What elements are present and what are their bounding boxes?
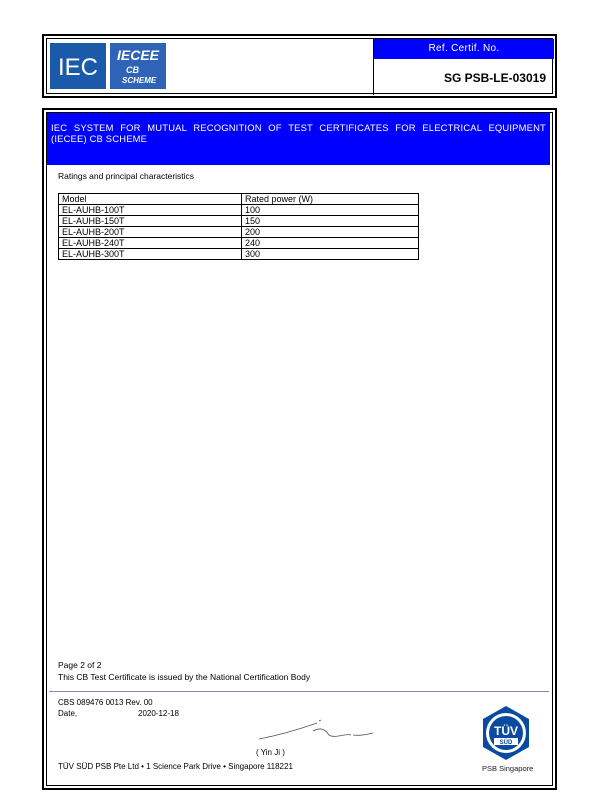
reference-certificate-box (373, 39, 554, 95)
power-cell: 240 (242, 238, 419, 249)
power-cell: 200 (242, 227, 419, 238)
signer-name: ( Yin Ji ) (256, 748, 285, 757)
table-row (59, 249, 419, 260)
scheme-logo-text: SCHEME (122, 76, 157, 85)
psb-singapore-label: PSB Singapore (482, 764, 534, 773)
ref-certif-label: Ref. Certif. No. (374, 39, 554, 59)
table-row (59, 227, 419, 238)
page-number: Page 2 of 2 (58, 660, 102, 670)
iecee-scheme-banner: IEC SYSTEM FOR MUTUAL RECOGNITION OF TEST CERTIFICATES FOR ELECTRICAL EQUIPMENT (IECEE) CB SCHEME (47, 113, 550, 165)
model-cell: EL-AUHB-240T (59, 238, 242, 249)
table-header-row (59, 194, 419, 205)
model-cell: EL-AUHB-150T (59, 216, 242, 227)
ref-certif-number: SG PSB-LE-03019 (443, 71, 546, 85)
iec-logo-text: IEC (57, 54, 99, 81)
table-row (59, 205, 419, 216)
cb-logo-text: CB (126, 65, 139, 75)
certificate-header (42, 34, 557, 98)
cbs-reference: CBS 089476 0013 Rev. 00 (58, 698, 153, 707)
model-cell: EL-AUHB-300T (59, 249, 242, 260)
iec-iecee-logo (48, 40, 168, 92)
column-header-model: Model (59, 194, 242, 205)
ratings-table (58, 193, 419, 260)
power-cell: 300 (242, 249, 419, 260)
svg-text:TÜV: TÜV (494, 724, 518, 738)
tuv-sud-logo-icon (478, 705, 534, 761)
power-cell: 100 (242, 205, 419, 216)
table-row (59, 238, 419, 249)
issued-by-statement: This CB Test Certificate is issued by the National Certification Body (58, 672, 311, 682)
iecee-logo-text: IECEE (116, 47, 160, 63)
column-header-rated-power: Rated power (W) (242, 194, 419, 205)
date-value: 2020-12-18 (138, 709, 179, 718)
issuer-address: TÜV SÜD PSB Pte Ltd • 1 Science Park Drive • Singapore 118221 (58, 762, 293, 771)
model-cell: EL-AUHB-100T (59, 205, 242, 216)
table-row (59, 216, 419, 227)
signature-image (255, 715, 385, 745)
power-cell: 150 (242, 216, 419, 227)
ratings-title: Ratings and principal characteristics (58, 171, 195, 181)
svg-text:SÜD: SÜD (499, 740, 513, 746)
model-cell: EL-AUHB-200T (59, 227, 242, 238)
footer-divider (49, 691, 549, 692)
date-label: Date, (58, 709, 78, 718)
